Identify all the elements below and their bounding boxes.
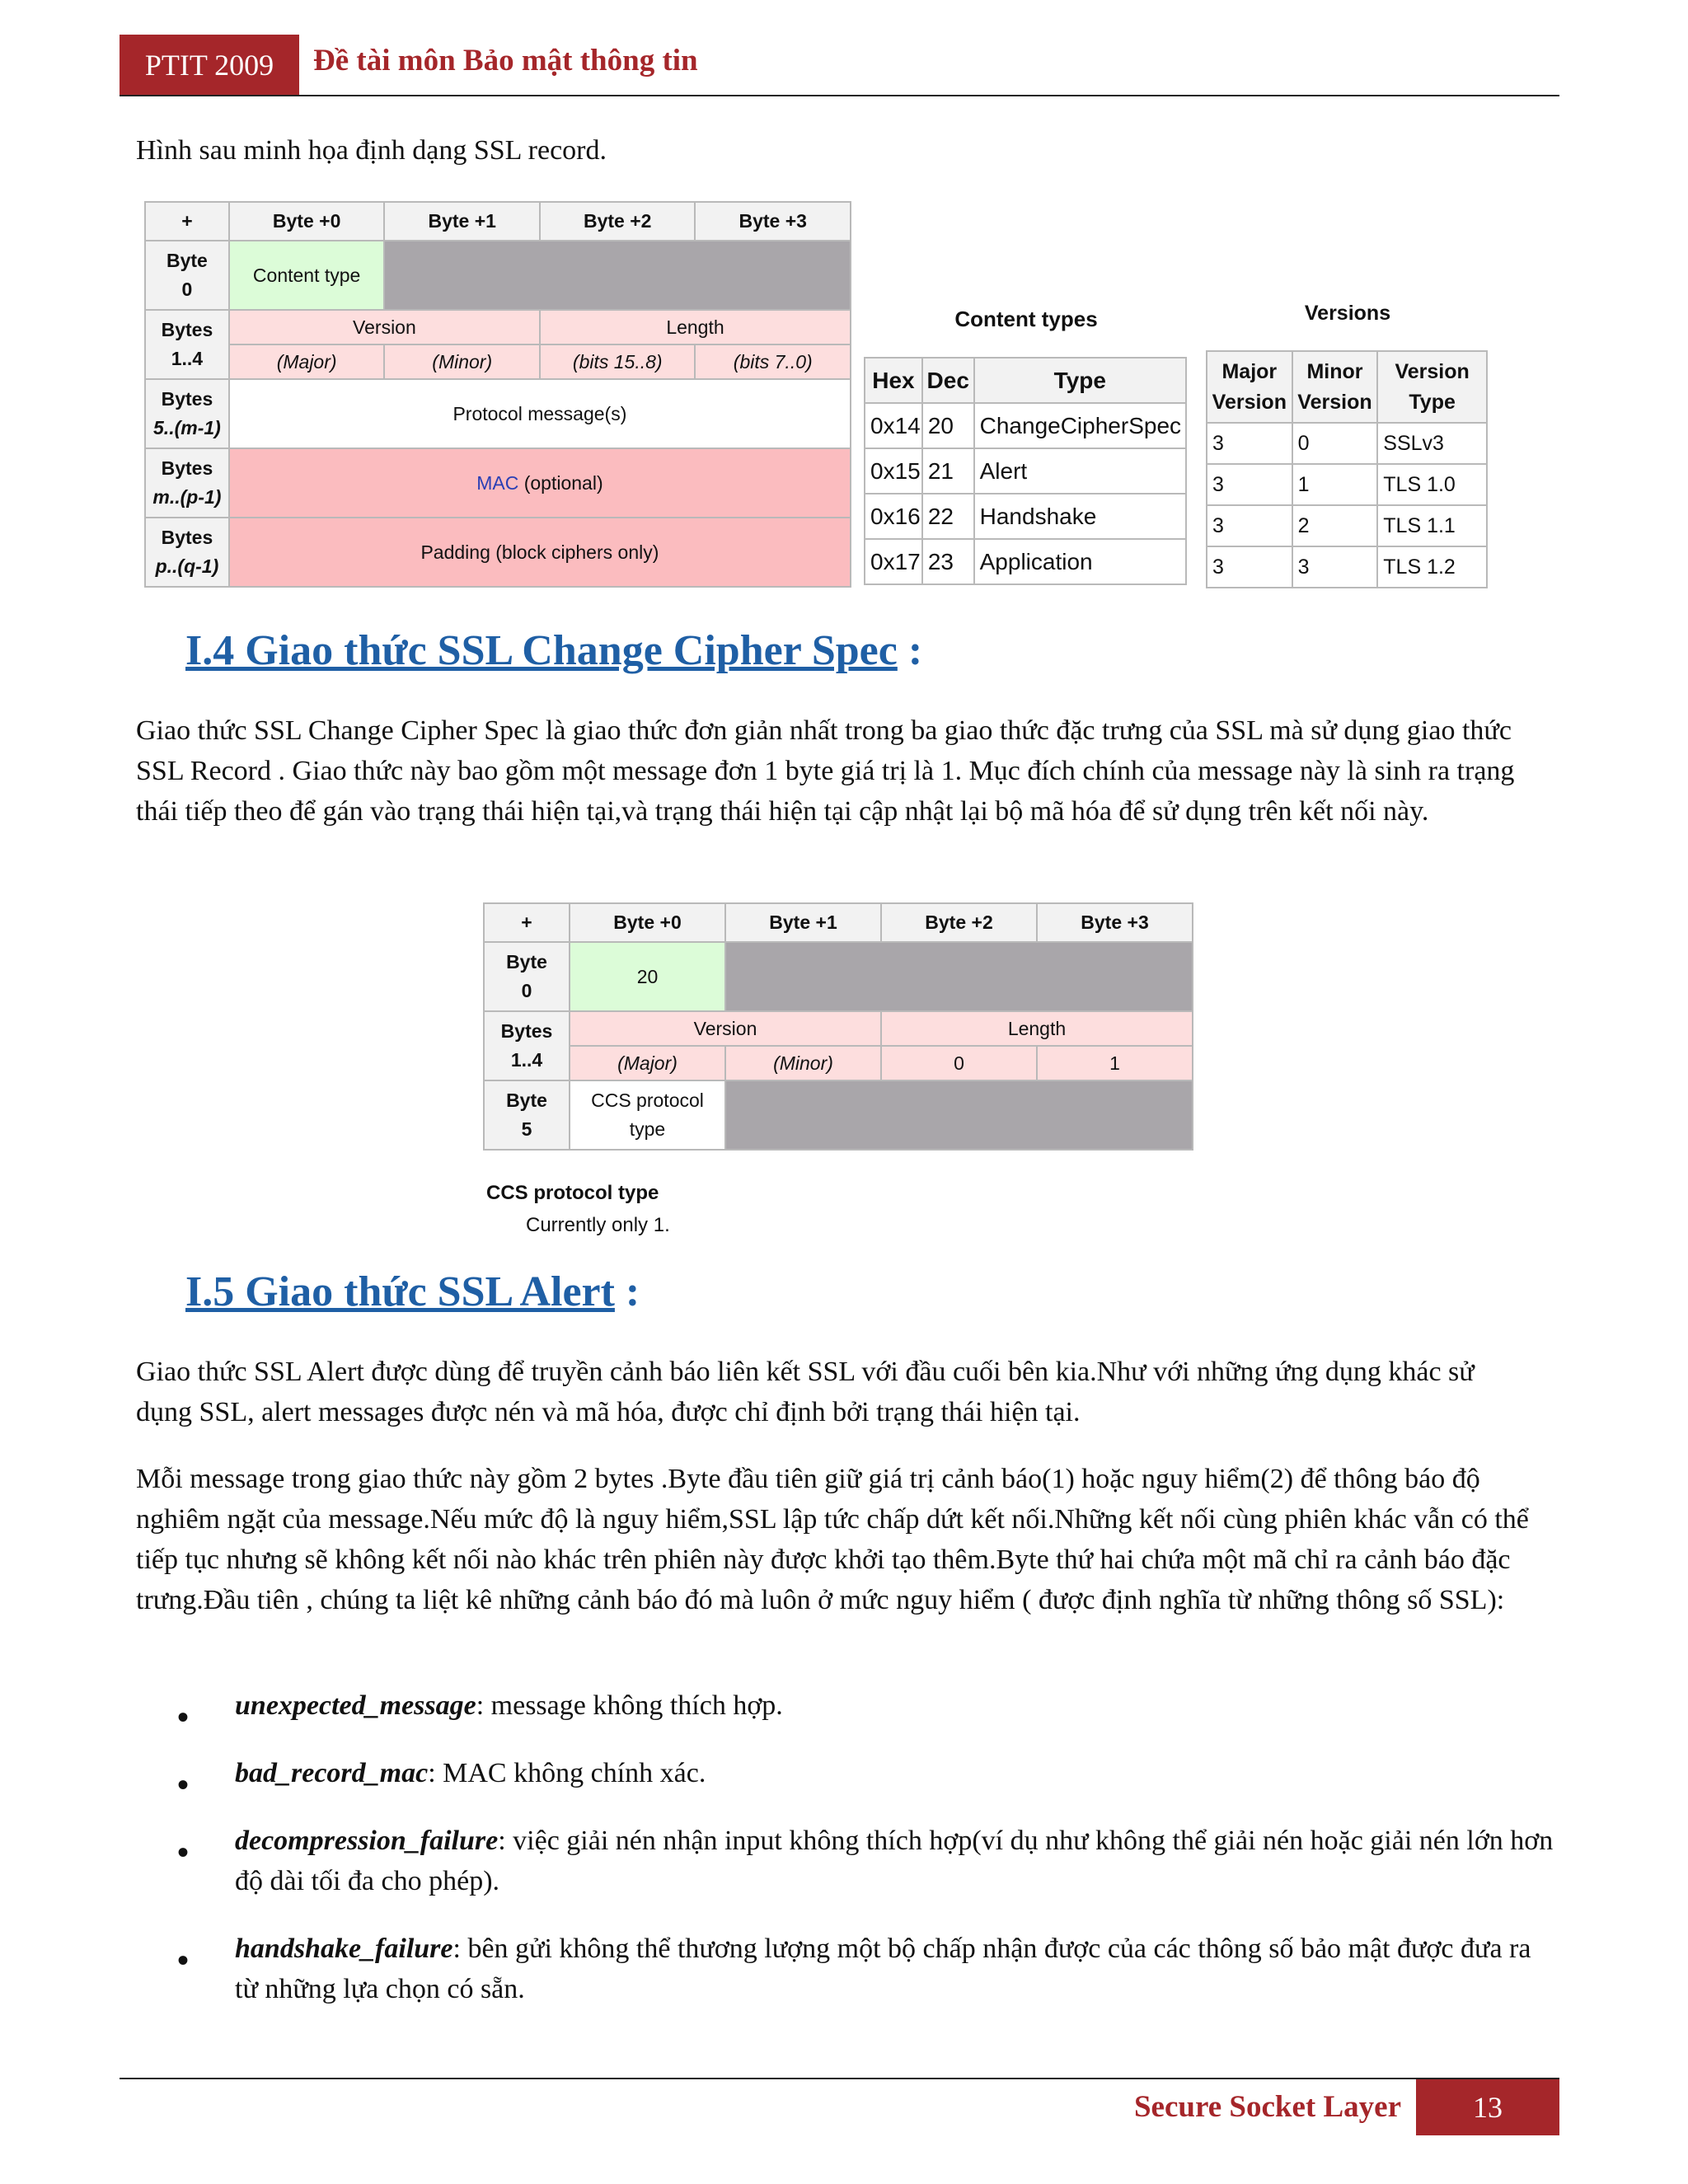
ccs-paragraph: Giao thức SSL Change Cipher Spec là giao thức đơn giản nhất trong ba giao thức đặc trưng của SSL mà sử dụng giao thức SSL Record . Giao thức này bao gồm một message đơn 1 byte giá trị là 1. Mục đích chính của message này là sinh ra trạng thái tiếp theo để gán vào trạng thái hiện tại,và trạng thái hiện tại cập nhật lại bộ mã hóa để sử dụng trên kết nối này. <box>136 715 1515 827</box>
table-row: 3 1 TLS 1.0 <box>1207 464 1487 505</box>
major-cell: (Major) <box>229 344 385 379</box>
row-label: Byte 5 <box>484 1080 570 1150</box>
protocol-message-cell: Protocol message(s) <box>229 379 851 448</box>
bits-low-cell: (bits 7..0) <box>695 344 851 379</box>
table-row: 0x15 21 Alert <box>865 448 1186 494</box>
section-heading-ccs-link[interactable]: I.4 Giao thức SSL Change Cipher Spec <box>185 627 898 674</box>
row-label: Byte 0 <box>484 942 570 1011</box>
table-row: 3 0 SSLv3 <box>1207 423 1487 464</box>
row-label: Bytes 5..(m-1) <box>145 379 229 448</box>
minor-cell: (Minor) <box>384 344 540 379</box>
table-header-byte0: Byte +0 <box>229 202 385 241</box>
header-divider <box>120 95 1559 96</box>
ccs-protocol-type-cell: CCS protocol type <box>570 1080 725 1150</box>
list-item: bad_record_mac: MAC không chính xác. <box>235 1758 706 1788</box>
table-header: Dec <box>922 358 974 403</box>
row-label: Bytes p..(q-1) <box>145 518 229 587</box>
version-cell: Version <box>229 310 540 344</box>
table-header: Type <box>974 358 1186 403</box>
padding-cell: Padding (block ciphers only) <box>229 518 851 587</box>
table-header-byte2: Byte +2 <box>540 202 696 241</box>
row-label: Bytes m..(p-1) <box>145 448 229 518</box>
bullet-dot: • <box>177 1942 190 1979</box>
footer-title: Secure Socket Layer <box>1133 2090 1401 2124</box>
length-low-cell: 1 <box>1037 1046 1193 1080</box>
minor-cell: (Minor) <box>725 1046 881 1080</box>
length-cell: Length <box>540 310 851 344</box>
versions-table <box>1206 350 1488 588</box>
table-row: 3 2 TLS 1.1 <box>1207 505 1487 546</box>
table-header-byte3: Byte +3 <box>1037 903 1193 942</box>
ccs-caption-title: CCS protocol type <box>486 1182 659 1204</box>
table-header-byte0: Byte +0 <box>570 903 725 942</box>
content-types-table <box>864 357 1187 585</box>
table-header: Hex <box>865 358 922 403</box>
major-cell: (Major) <box>570 1046 725 1080</box>
header-title: Đề tài môn Bảo mật thông tin <box>313 44 698 77</box>
table-row: 0x14 20 ChangeCipherSpec <box>865 403 1186 448</box>
table-row: 3 3 TLS 1.2 <box>1207 546 1487 588</box>
bullet-dot: • <box>177 1699 190 1736</box>
ccs-record-table <box>483 902 1193 1151</box>
ccs-caption-text: Currently only 1. <box>526 1214 670 1236</box>
ccs-value-cell: 20 <box>570 942 725 1011</box>
list-item: handshake_failure: bên gửi không thể thương lượng một bộ chấp nhận được của các thông số bảo mật được đưa ra từ những lựa chọn có sẵn. <box>235 1933 1531 2004</box>
table-header: Minor Version <box>1292 351 1378 423</box>
header-label-text: PTIT 2009 <box>144 49 274 82</box>
length-high-cell: 0 <box>881 1046 1037 1080</box>
table-row: 0x16 22 Handshake <box>865 494 1186 539</box>
alert-paragraph-1: Giao thức SSL Alert được dùng để truyền cảnh báo liên kết SSL với đầu cuối bên kia.Như với những ứng dụng khác sử dụng SSL, alert messages được nén và mã hóa, được chỉ định bởi trạng thái hiện tại. <box>136 1357 1475 1427</box>
alert-paragraph-2: Mỗi message trong giao thức này gồm 2 bytes .Byte đầu tiên giữ giá trị cảnh báo(1) hoặc nguy hiểm(2) để thông báo độ nghiêm ngặt của message.Nếu mức độ là nguy hiểm,SSL lập tức chấp dứt kết nối.Những kết nối cùng phiên khác vẫn có thể tiếp tục nhưng sẽ không kết nối nào khác trên phiên này được khởi tạo thêm.Byte thứ hai chứa một mã chỉ ra cảnh báo đặc trưng.Đầu tiên , chúng ta liệt kê những cảnh báo đó mà luôn ở mức nguy hiểm ( được định nghĩa từ những thông số SSL): <box>136 1464 1529 1615</box>
ssl-record-table <box>144 201 851 588</box>
list-item: unexpected_message: message không thích hợp. <box>235 1690 783 1721</box>
version-cell: Version <box>570 1011 881 1046</box>
bullet-dot: • <box>177 1766 190 1803</box>
empty-cell <box>725 1080 1193 1150</box>
section-heading-alert: I.5 Giao thức SSL Alert : <box>185 1268 640 1315</box>
versions-caption: Versions <box>1304 302 1391 325</box>
table-row: 0x17 23 Application <box>865 539 1186 584</box>
header-label <box>120 35 299 96</box>
table-header-byte1: Byte +1 <box>725 903 881 942</box>
table-header-plus: + <box>484 903 570 942</box>
table-header-plus: + <box>145 202 229 241</box>
table-header: Major Version <box>1207 351 1292 423</box>
list-item: decompression_failure: việc giải nén nhận input không thích hợp(ví dụ như không thể giải nén hoặc giải nén lớn hơn độ dài tối đa cho phép). <box>235 1825 1554 1896</box>
page-number <box>1416 2079 1559 2135</box>
empty-cell <box>725 942 1193 1011</box>
mac-link[interactable]: MAC <box>476 471 519 494</box>
footer-divider <box>120 2078 1559 2079</box>
row-label: Bytes 1..4 <box>145 310 229 379</box>
table-header-byte2: Byte +2 <box>881 903 1037 942</box>
empty-cell <box>384 241 851 310</box>
mac-cell: MAC (optional) <box>229 448 851 518</box>
intro-text: Hình sau minh họa định dạng SSL record. <box>136 135 607 166</box>
row-label: Bytes 1..4 <box>484 1011 570 1080</box>
page-number-text: 13 <box>1473 2091 1503 2124</box>
content-type-cell: Content type <box>229 241 385 310</box>
row-label: Byte 0 <box>145 241 229 310</box>
table-header-byte3: Byte +3 <box>695 202 851 241</box>
section-heading-alert-link[interactable]: I.5 Giao thức SSL Alert <box>185 1268 615 1315</box>
content-types-caption: Content types <box>954 307 1098 331</box>
table-header: Version Type <box>1377 351 1487 423</box>
bits-high-cell: (bits 15..8) <box>540 344 696 379</box>
section-heading-ccs: I.4 Giao thức SSL Change Cipher Spec : <box>185 627 923 674</box>
length-cell: Length <box>881 1011 1193 1046</box>
bullet-dot: • <box>177 1834 190 1871</box>
table-header-byte1: Byte +1 <box>384 202 540 241</box>
